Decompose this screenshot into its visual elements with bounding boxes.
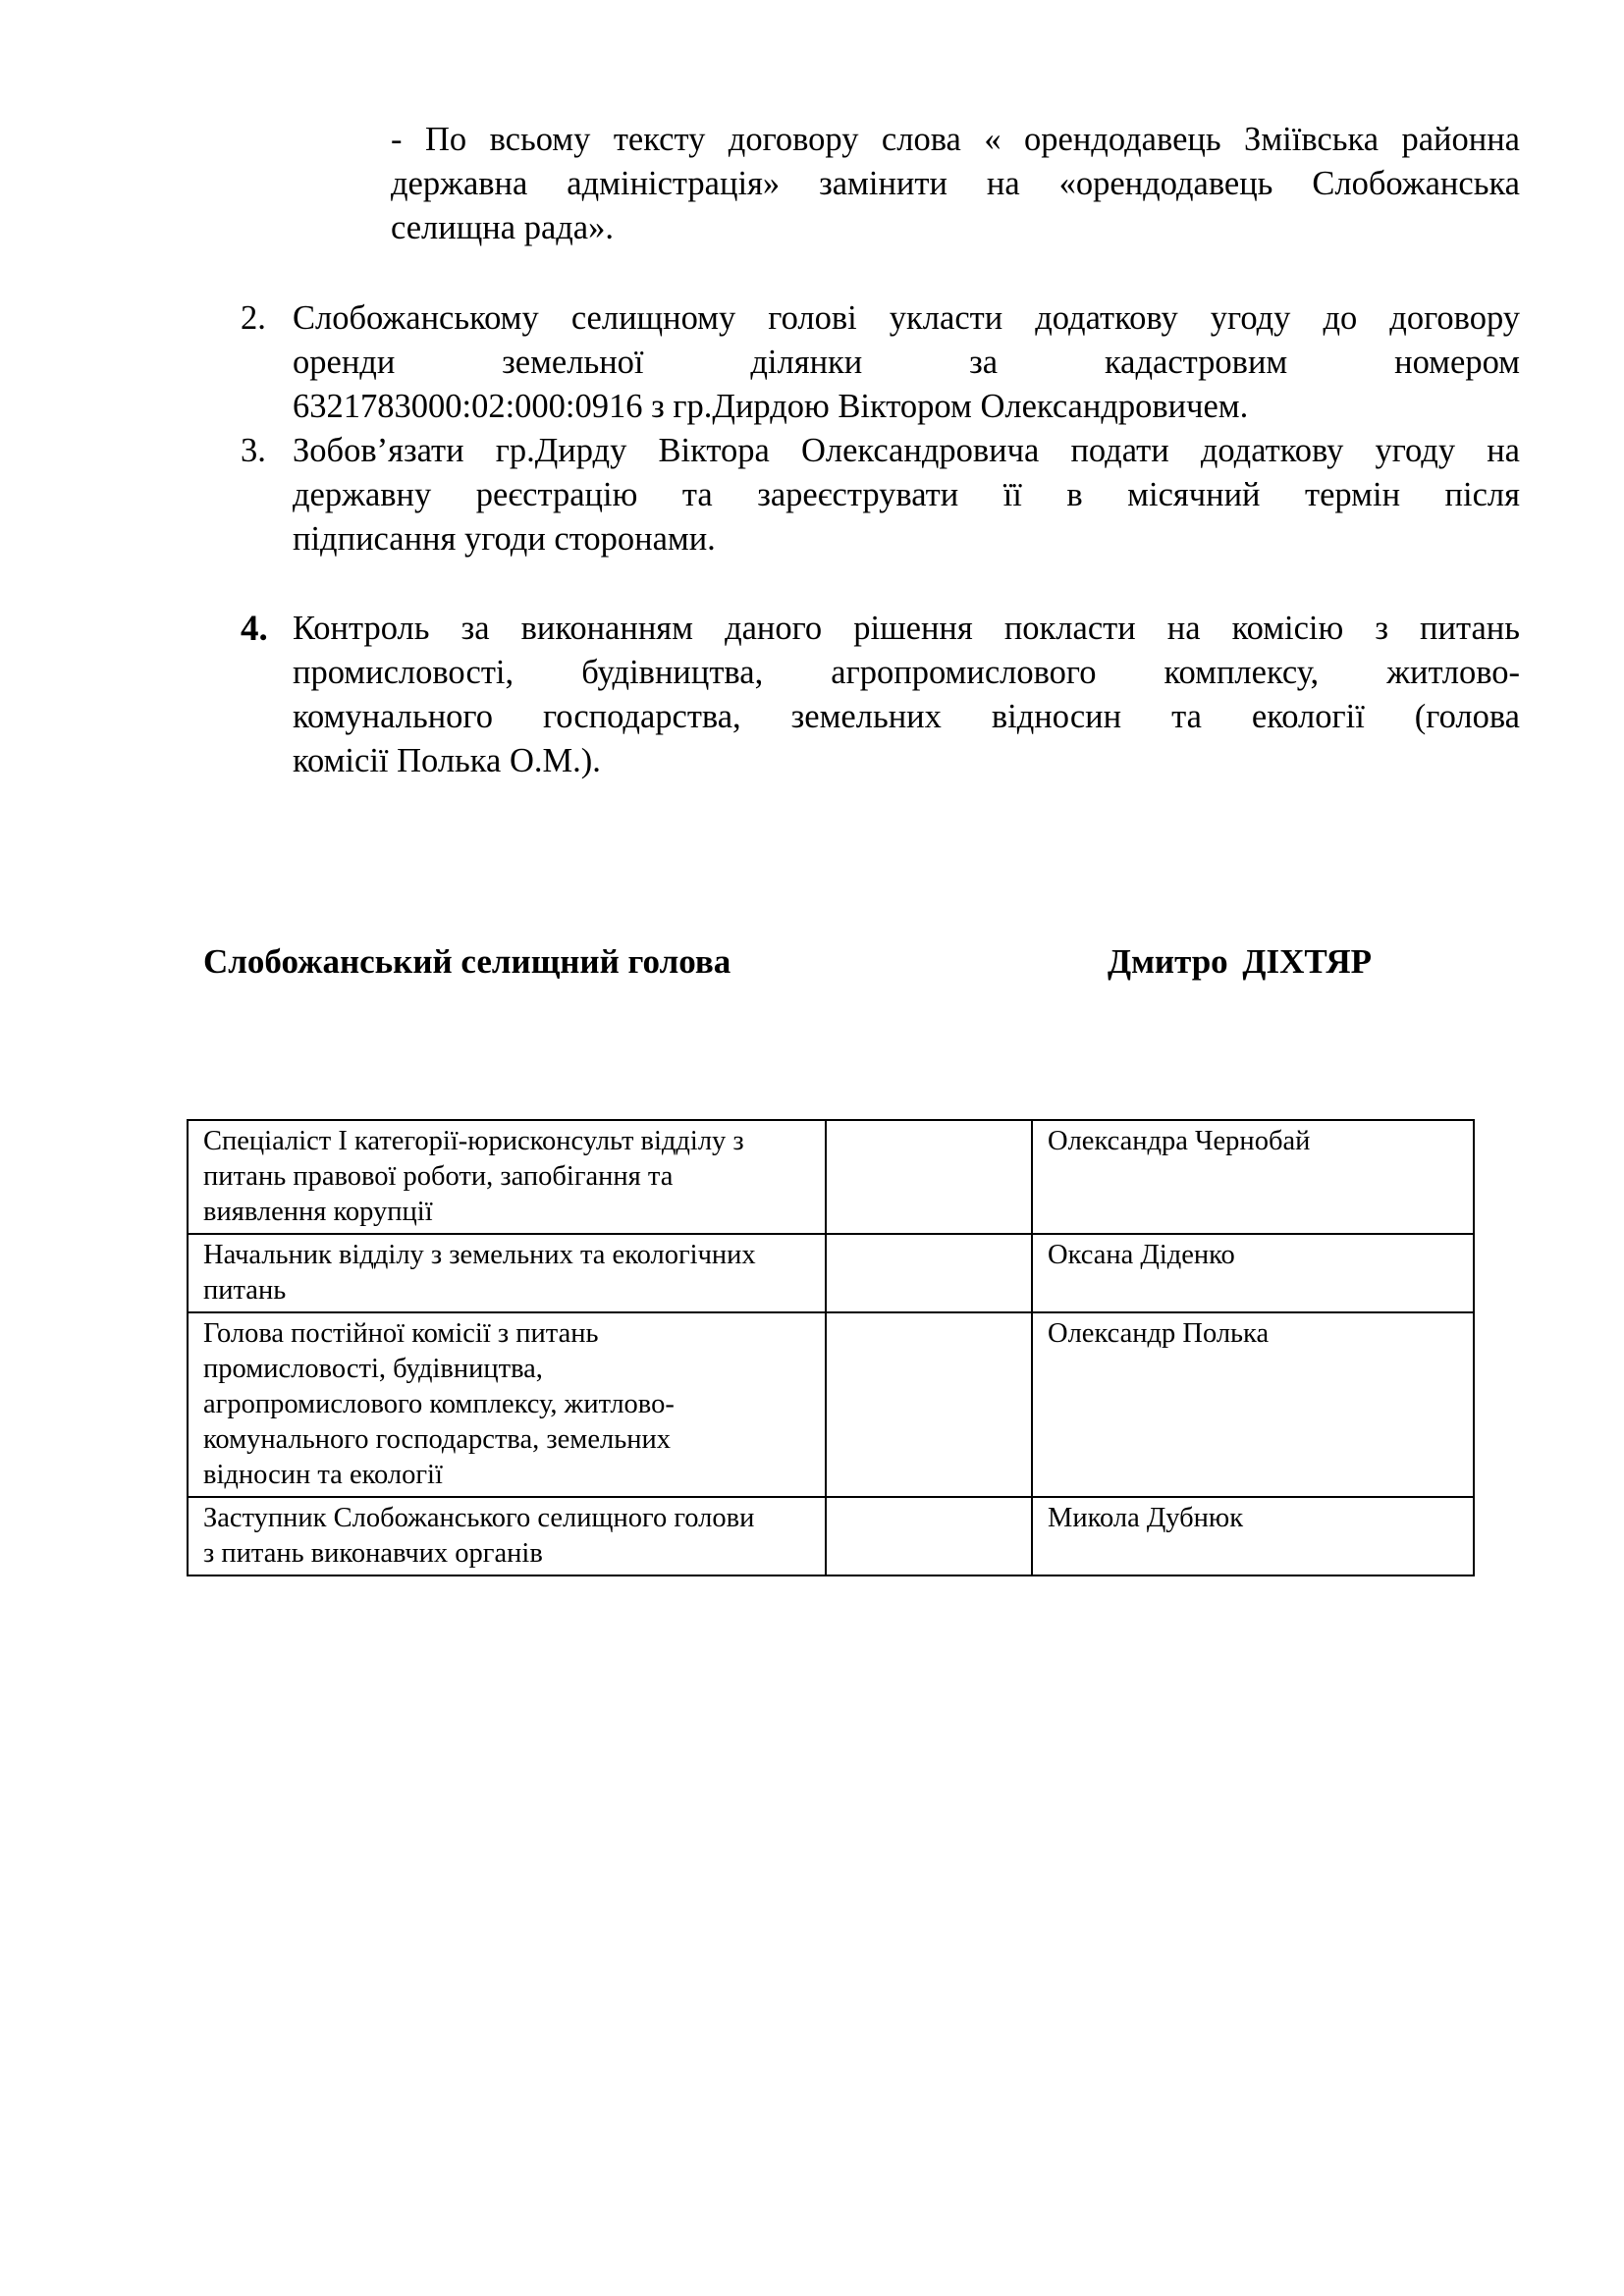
position-line: Спеціаліст І категорії-юрисконсульт відділу з bbox=[203, 1126, 744, 1156]
list-number: 3. bbox=[241, 432, 266, 469]
position-line: питань правової роботи, запобігання та bbox=[203, 1161, 674, 1192]
position-line: Заступник Слобожанського селищного голови bbox=[203, 1503, 755, 1533]
signature-cell bbox=[826, 1312, 1032, 1497]
position-line: відносин та екології bbox=[203, 1460, 443, 1490]
text-line: Контроль за виконанням даного рішення покласти на комісію з питань bbox=[293, 610, 1520, 647]
text-line: селищна рада». bbox=[391, 209, 614, 246]
position-line: питань bbox=[203, 1275, 287, 1306]
text-line: промисловості, будівництва, агропромислового комплексу, житлово- bbox=[293, 654, 1520, 691]
text-line: Слобожанському селищному голові укласти додаткову угоду до договору bbox=[293, 299, 1520, 337]
text-line: комунального господарства, земельних відносин та екології (голова bbox=[293, 698, 1520, 735]
signature-cell bbox=[826, 1120, 1032, 1234]
name-cell bbox=[1032, 1120, 1474, 1234]
person-name: Микола Дубнюк bbox=[1048, 1503, 1244, 1533]
text-line: підписання угоди сторонами. bbox=[293, 520, 716, 558]
text-line: Зобов’язати гр.Дирду Віктора Олександровича подати додаткову угоду на bbox=[293, 432, 1520, 469]
amendment-paragraph bbox=[391, 118, 1520, 250]
table-row bbox=[188, 1120, 1474, 1234]
table-row bbox=[188, 1234, 1474, 1312]
list-item-text bbox=[293, 429, 1520, 561]
text-line: державна адміністрація» замінити на «орендодавець Слобожанська bbox=[391, 165, 1520, 202]
table-row bbox=[188, 1497, 1474, 1575]
position-line: агропромислового комплексу, житлово- bbox=[203, 1389, 675, 1419]
position-cell bbox=[188, 1312, 826, 1497]
name-cell bbox=[1032, 1312, 1474, 1497]
position-line: Начальник відділу з земельних та екологічних bbox=[203, 1240, 756, 1270]
position-line: виявлення корупції bbox=[203, 1197, 433, 1227]
signature-cell bbox=[826, 1497, 1032, 1575]
approval-table bbox=[187, 1119, 1475, 1576]
list-item-text bbox=[293, 607, 1520, 783]
list-number: 4. bbox=[241, 609, 268, 649]
text-line: оренди земельної ділянки за кадастровим номером bbox=[293, 344, 1520, 381]
name-cell bbox=[1032, 1497, 1474, 1575]
position-line: комунального господарства, земельних bbox=[203, 1424, 671, 1455]
position-cell bbox=[188, 1120, 826, 1234]
signatory-name: Дмитро ДІХТЯР bbox=[1108, 942, 1373, 981]
signatory-title: Слобожанський селищний голова bbox=[203, 942, 731, 981]
text-line: 6321783000:02:000:0916 з гр.Дирдою Віктором Олександровичем. bbox=[293, 388, 1249, 425]
name-cell bbox=[1032, 1234, 1474, 1312]
position-cell bbox=[188, 1497, 826, 1575]
text-line: комісії Полька О.М.). bbox=[293, 742, 601, 779]
signature-cell bbox=[826, 1234, 1032, 1312]
text-line: державну реєстрацію та зареєструвати її в місячний термін після bbox=[293, 476, 1520, 513]
position-cell bbox=[188, 1234, 826, 1312]
list-number: 2. bbox=[241, 299, 266, 337]
list-item-text bbox=[293, 296, 1520, 429]
position-line: Голова постійної комісії з питань bbox=[203, 1318, 599, 1349]
person-name: Олександра Чернобай bbox=[1048, 1126, 1311, 1156]
person-name: Олександр Полька bbox=[1048, 1318, 1270, 1349]
table-row bbox=[188, 1312, 1474, 1497]
position-line: промисловості, будівництва, bbox=[203, 1354, 543, 1384]
text-line: - По всьому тексту договору слова « орендодавець Зміївська районна bbox=[391, 121, 1520, 158]
position-line: з питань виконавчих органів bbox=[203, 1538, 543, 1569]
person-name: Оксана Діденко bbox=[1048, 1240, 1235, 1270]
